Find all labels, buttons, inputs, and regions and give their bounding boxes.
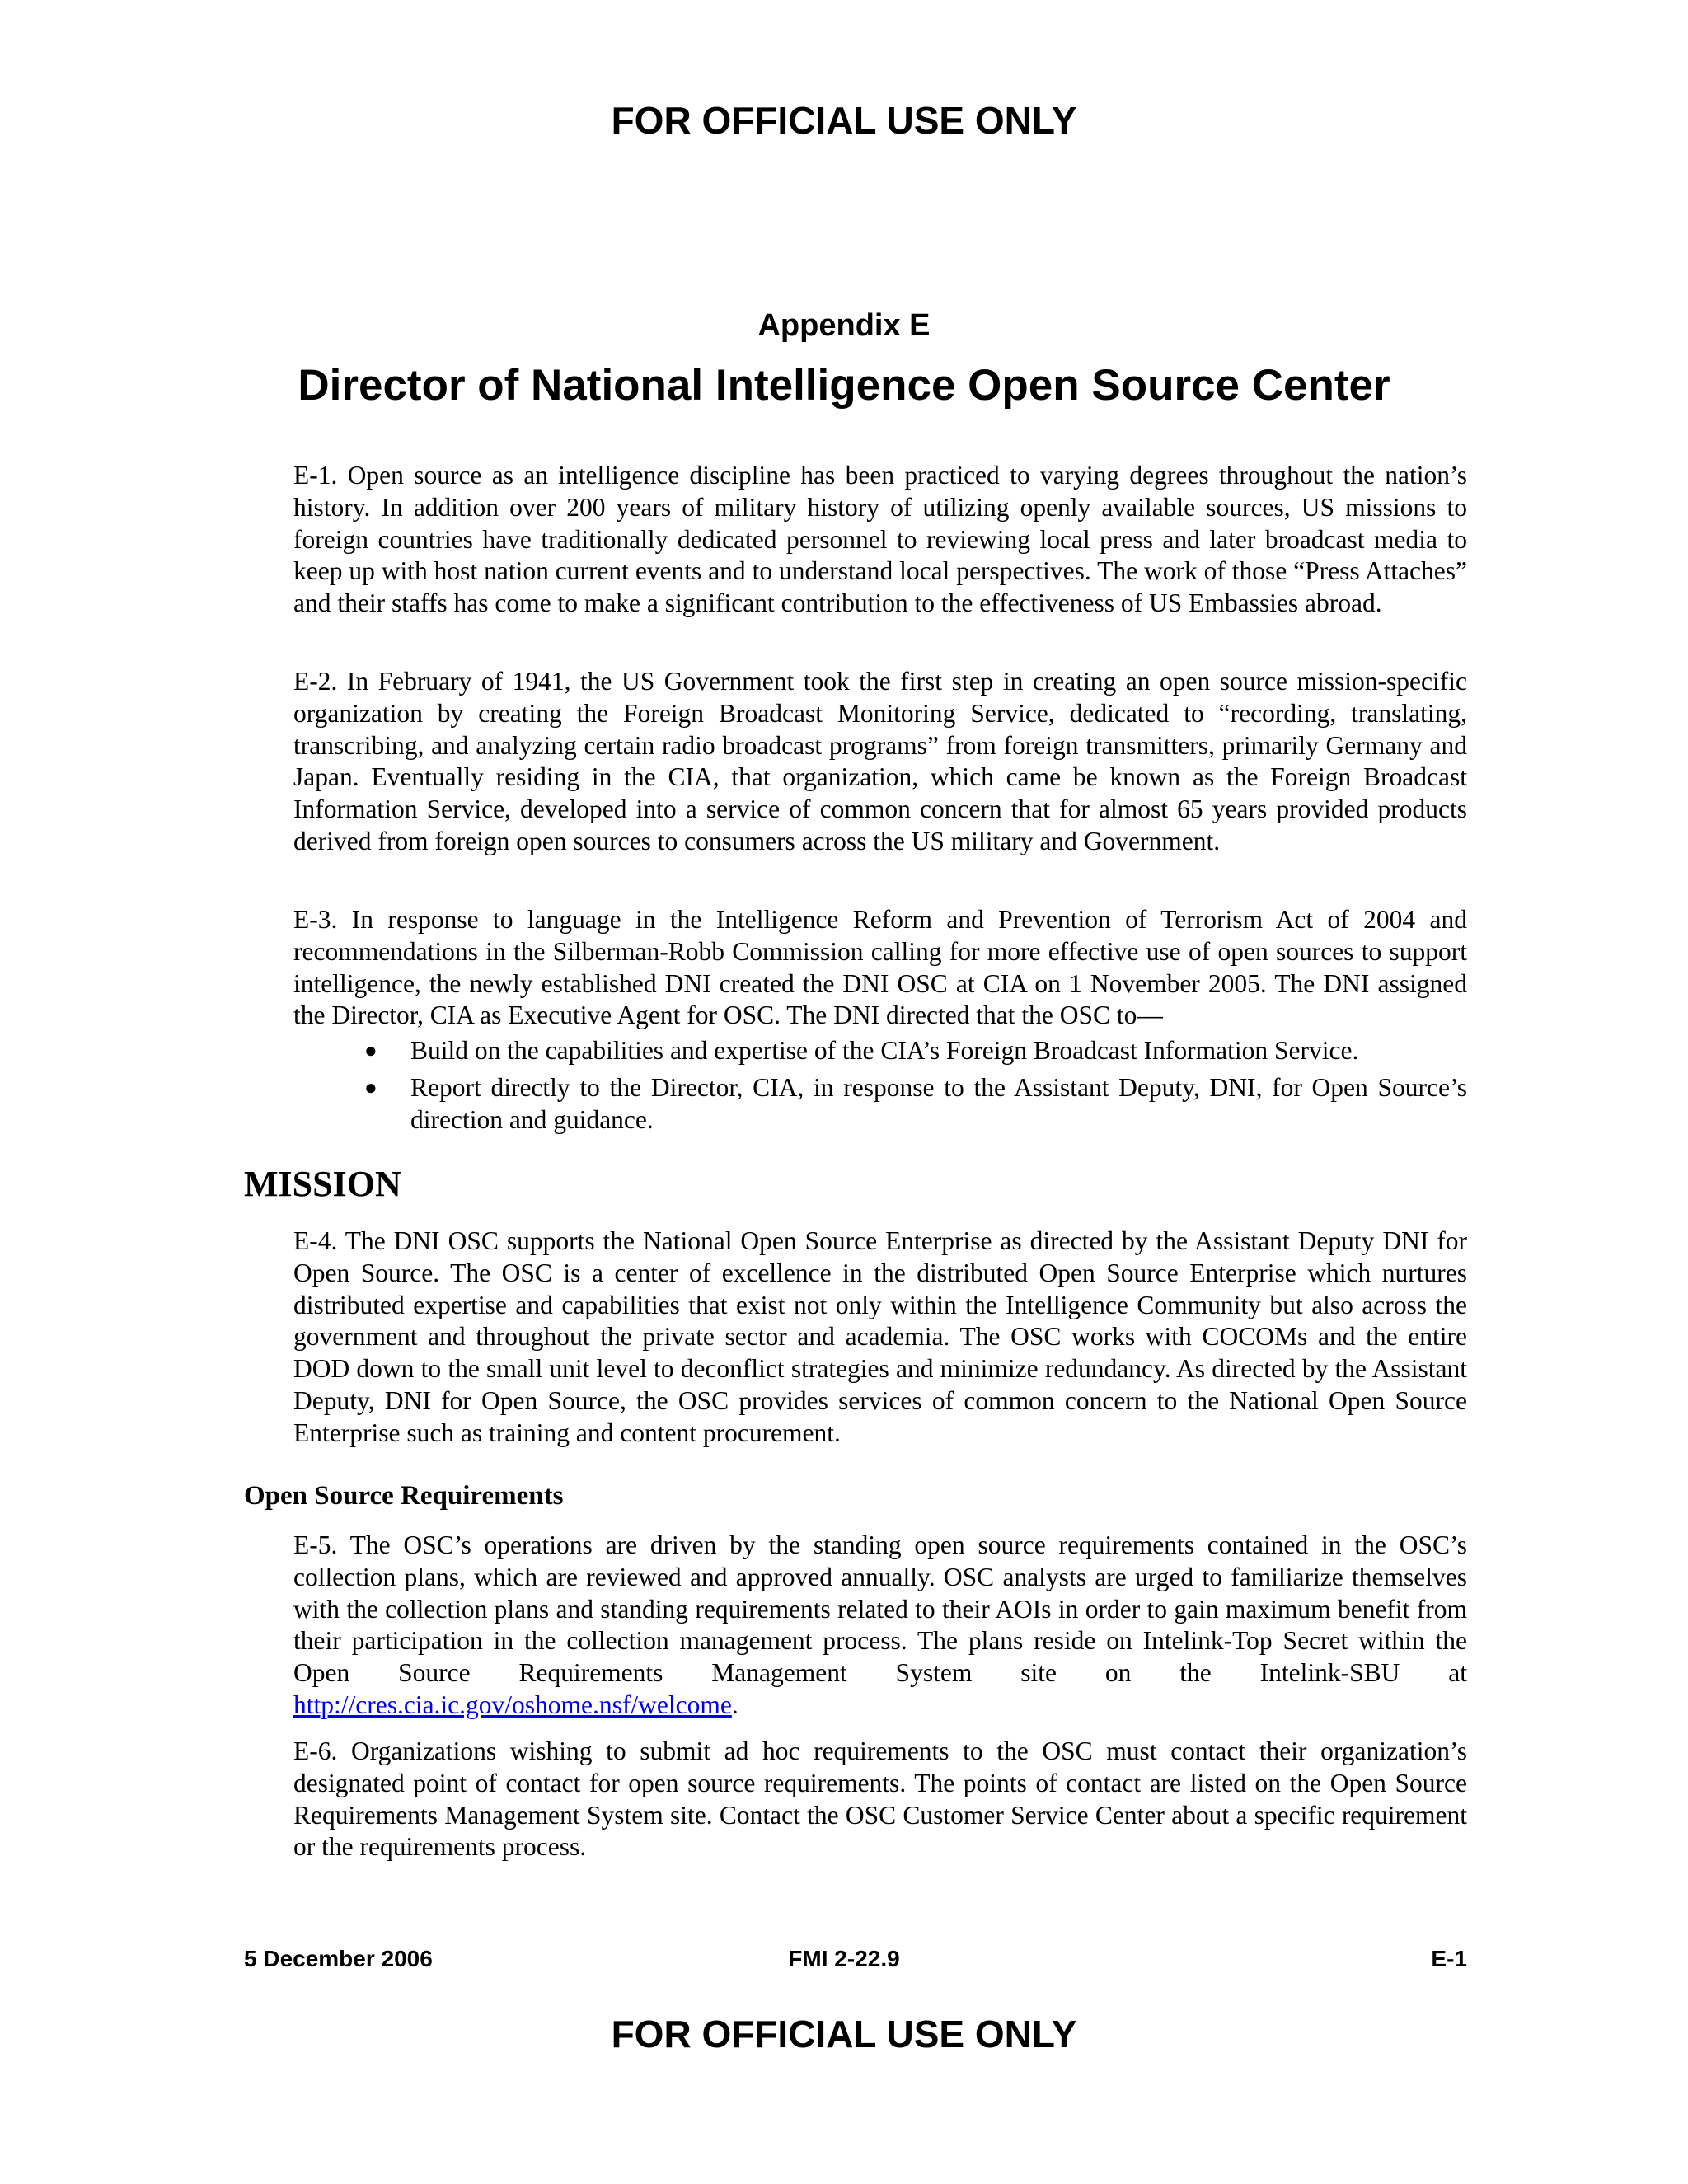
section-heading-mission: MISSION bbox=[244, 1164, 401, 1204]
list-item-text: Build on the capabilities and expertise of the CIA’s Foreign Broadcast Information Service. bbox=[410, 1036, 1359, 1065]
paragraph-e2: E-2. In February of 1941, the US Government took the first step in creating an open source mission-specific organization by creating the Foreign Broadcast Monitoring Service, dedicated to “recording, translating, transcribing, and analyzing certain radio broadcast programs” from foreign transmitters, primarily Germany and Japan. Eventually residing in the CIA, that organization, which came be known as the Foreign Broadcast Information Service, developed into a service of common concern that for almost 65 years provided products derived from foreign open sources to consumers across the US military and Government. bbox=[293, 667, 1467, 855]
footer-document-id: FMI 2-22.9 bbox=[788, 1946, 900, 1971]
footer-page-number: E-1 bbox=[1431, 1946, 1467, 1971]
bullet-icon: ● bbox=[364, 1075, 377, 1099]
osc-requirements-link[interactable]: http://cres.cia.ic.gov/oshome.nsf/welcome bbox=[293, 1690, 732, 1719]
bullet-icon: ● bbox=[364, 1038, 377, 1062]
list-item-text: Report directly to the Director, CIA, in response to the Assistant Deputy, DNI, for Open Source’s direction and guidance. bbox=[410, 1072, 1467, 1134]
paragraph-e5 bbox=[293, 1530, 1467, 1722]
paragraph-e4: E-4. The DNI OSC supports the National Open Source Enterprise as directed by the Assistant Deputy DNI for Open Source. The OSC is a center of excellence in the distributed Open Source Enterprise which nurtures distributed expertise and capabilities that exist not only within the Intelligence Community but also across the government and throughout the private sector and academia. The OSC works with COCOMs and the entire DOD down to the small unit level to deconflict strategies and minimize redundancy. As directed by the Assistant Deputy, DNI for Open Source, the OSC provides services of common concern to the National Open Source Enterprise such as training and content procurement. bbox=[293, 1226, 1467, 1447]
list-item bbox=[293, 1035, 1467, 1067]
osc-directive-list bbox=[293, 1035, 1467, 1141]
footer-date: 5 December 2006 bbox=[244, 1946, 433, 1971]
list-item bbox=[293, 1072, 1467, 1137]
paragraph-e5-end: . bbox=[731, 1690, 738, 1719]
subsection-heading-requirements: Open Source Requirements bbox=[244, 1481, 564, 1511]
paragraph-e5-text: E-5. The OSC’s operations are driven by the standing open source requirements contained in the OSC’s collection plans, which are reviewed and approved annually. OSC analysts are urged to familiarize themselves with the collection plans and standing requirements related to their AOIs in order to gain maximum benefit from their participation in the collection management process. The plans reside on Intelink-Top Secret within the Open Source Requirements Management System site on the Intelink-SBU at bbox=[293, 1530, 1467, 1688]
classification-banner-bottom: FOR OFFICIAL USE ONLY bbox=[611, 2013, 1077, 2055]
appendix-label: Appendix E bbox=[757, 308, 931, 343]
page-title: Director of National Intelligence Open Source Center bbox=[298, 361, 1390, 410]
paragraph-e6: E-6. Organizations wishing to submit ad hoc requirements to the OSC must contact their organization’s designated point of contact for open source requirements. The points of contact are listed on the Open Source Requirements Management System site. Contact the OSC Customer Service Center about a specific requirement or the requirements process. bbox=[293, 1736, 1467, 1862]
paragraph-e1: E-1. Open source as an intelligence discipline has been practiced to varying degrees throughout the nation’s history. In addition over 200 years of military history of utilizing openly available sources, US missions to foreign countries have traditionally dedicated personnel to reviewing local press and later broadcast media to keep up with host nation current events and to understand local perspectives. The work of those “Press Attaches” and their staffs has come to make a significant contribution to the effectiveness of US Embassies abroad. bbox=[293, 461, 1467, 618]
paragraph-e3: E-3. In response to language in the Intelligence Reform and Prevention of Terrorism Act of 2004 and recommendations in the Silberman-Robb Commission calling for more effective use of open sources to support intelligence, the newly established DNI created the DNI OSC at CIA on 1 November 2005. The DNI assigned the Director, CIA as Executive Agent for OSC. The DNI directed that the OSC to— bbox=[293, 905, 1467, 1030]
classification-banner-top: FOR OFFICIAL USE ONLY bbox=[611, 99, 1077, 142]
